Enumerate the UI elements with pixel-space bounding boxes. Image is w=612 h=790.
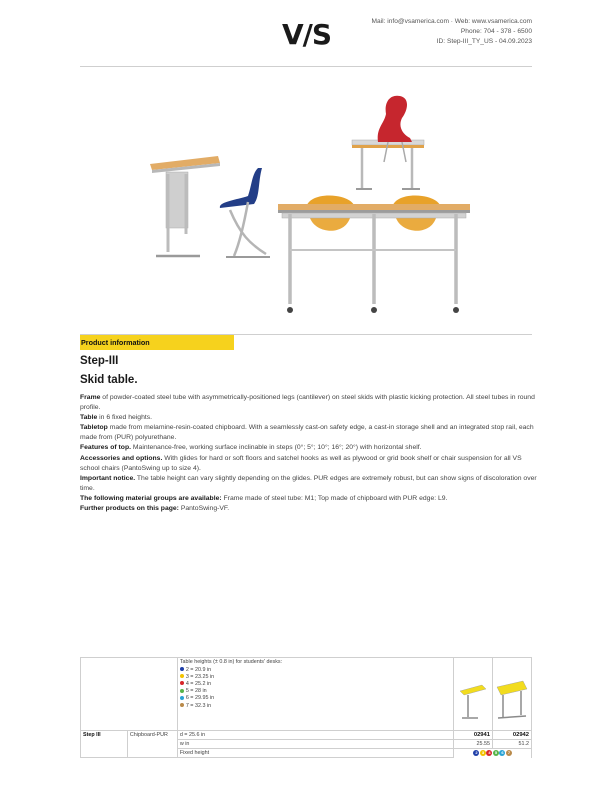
width-label: w in — [177, 740, 453, 749]
table-height-item: 7 = 32.3 in — [180, 703, 451, 710]
accessories-paragraph: Accessories and options. With glides for hard or soft floors and satchel hooks as well as plywood or grid book shelf or chair suspension for all VS school chairs (PantoSwing up to size 4). — [80, 454, 522, 472]
article-number-single: 02941 — [453, 731, 492, 740]
height-size-badge: 5 — [494, 750, 498, 755]
height-size-badge: 2 — [475, 750, 478, 755]
product-thumb-double — [492, 658, 531, 731]
double-desk-thumbnail — [495, 659, 529, 725]
tabletop-paragraph: Tabletop made from melamine-resin-coated chipboard. With a seamlessly cast-on safety edge, a cast-in storage shell and an integrated stop rail, each made from (PUR) polyurethane. — [80, 424, 534, 442]
table-height-item: 4 = 25.2 in — [180, 681, 451, 688]
article-number-double: 02942 — [492, 731, 531, 740]
height-size-badge: 7 — [507, 750, 511, 755]
product-model-title: Step-III — [80, 355, 119, 367]
inclined-desk-blue-chair — [150, 156, 270, 257]
spec-header-blank — [81, 658, 178, 731]
height-size-badge: 6 — [501, 750, 504, 755]
color-dot-icon — [180, 689, 184, 693]
material-paragraph: The following material groups are available: Frame made of steel tube: M1; Top made of chipboard with PUR edge: L9. — [80, 494, 448, 502]
vs-logo: V/S — [282, 18, 332, 51]
color-dot-icon — [180, 696, 184, 700]
document-id: ID: Step-III_TY_US - 04.09.2023 — [436, 38, 532, 45]
table-heights-list — [180, 667, 451, 710]
table-height-item: 3 = 23.25 in — [180, 674, 451, 681]
product-description — [80, 393, 540, 514]
contact-mail: Mail: info@vsamerica.com · Web: www.vsamerica.com — [371, 18, 532, 25]
single-desk-thumbnail — [456, 659, 490, 725]
features-paragraph: Features of top. Maintenance-free, working surface inclinable in steps (0°; 5°; 10°; 16°; 20°) with horizontal shelf. — [80, 444, 422, 452]
spec-table — [80, 657, 532, 758]
height-size-badge: 3 — [481, 750, 485, 755]
height-size-badge: 4 — [488, 750, 491, 755]
product-hero-image — [140, 84, 480, 322]
width-double: 51.2 — [492, 740, 531, 749]
double-desk-orange-chairs — [278, 196, 470, 313]
width-single: 25.55 — [453, 740, 492, 749]
stacked-table-red-chair — [352, 96, 424, 189]
color-dot-icon — [180, 681, 184, 685]
table-height-item: 5 = 28 in — [180, 688, 451, 695]
color-dot-icon — [180, 667, 184, 671]
table-height-item: 2 = 20.9 in — [180, 667, 451, 674]
color-dot-icon — [180, 674, 184, 678]
row-material: Chipboard-PUR — [127, 731, 177, 758]
contact-block — [372, 17, 532, 47]
table-paragraph: Table in 6 fixed heights. — [80, 414, 153, 422]
notice-paragraph: Important notice. The table height can vary slightly depending on the glides. PUR edges are extremely robust, but can show signs of discoloration over time. — [80, 474, 537, 492]
height-size-badges — [453, 749, 531, 758]
row-model-name: Step III — [81, 731, 128, 758]
frame-paragraph: Frame of powder-coated steel tube with asymmetrically-positioned legs (cantilever) on steel skids with plastic kicking protection. All steel tubes in round profile. — [80, 394, 535, 412]
color-dot-icon — [180, 703, 184, 707]
table-height-item: 6 = 29.95 in — [180, 695, 451, 702]
product-subtitle: Skid table. — [80, 374, 138, 386]
table-heights-title: Table heights (± 0.8 in) for students' desks: — [179, 659, 283, 665]
table-heights-cell — [177, 658, 453, 731]
product-thumb-single — [453, 658, 492, 731]
contact-phone: Phone: 704 - 378 - 6500 — [460, 28, 532, 35]
depth-value: d = 25.6 in — [177, 731, 453, 740]
product-information-label: Product information — [80, 335, 234, 350]
header-divider — [80, 66, 532, 67]
fixed-height-label: Fixed height — [177, 749, 453, 758]
further-products-paragraph: Further products on this page: PantoSwing-VF. — [80, 505, 230, 513]
